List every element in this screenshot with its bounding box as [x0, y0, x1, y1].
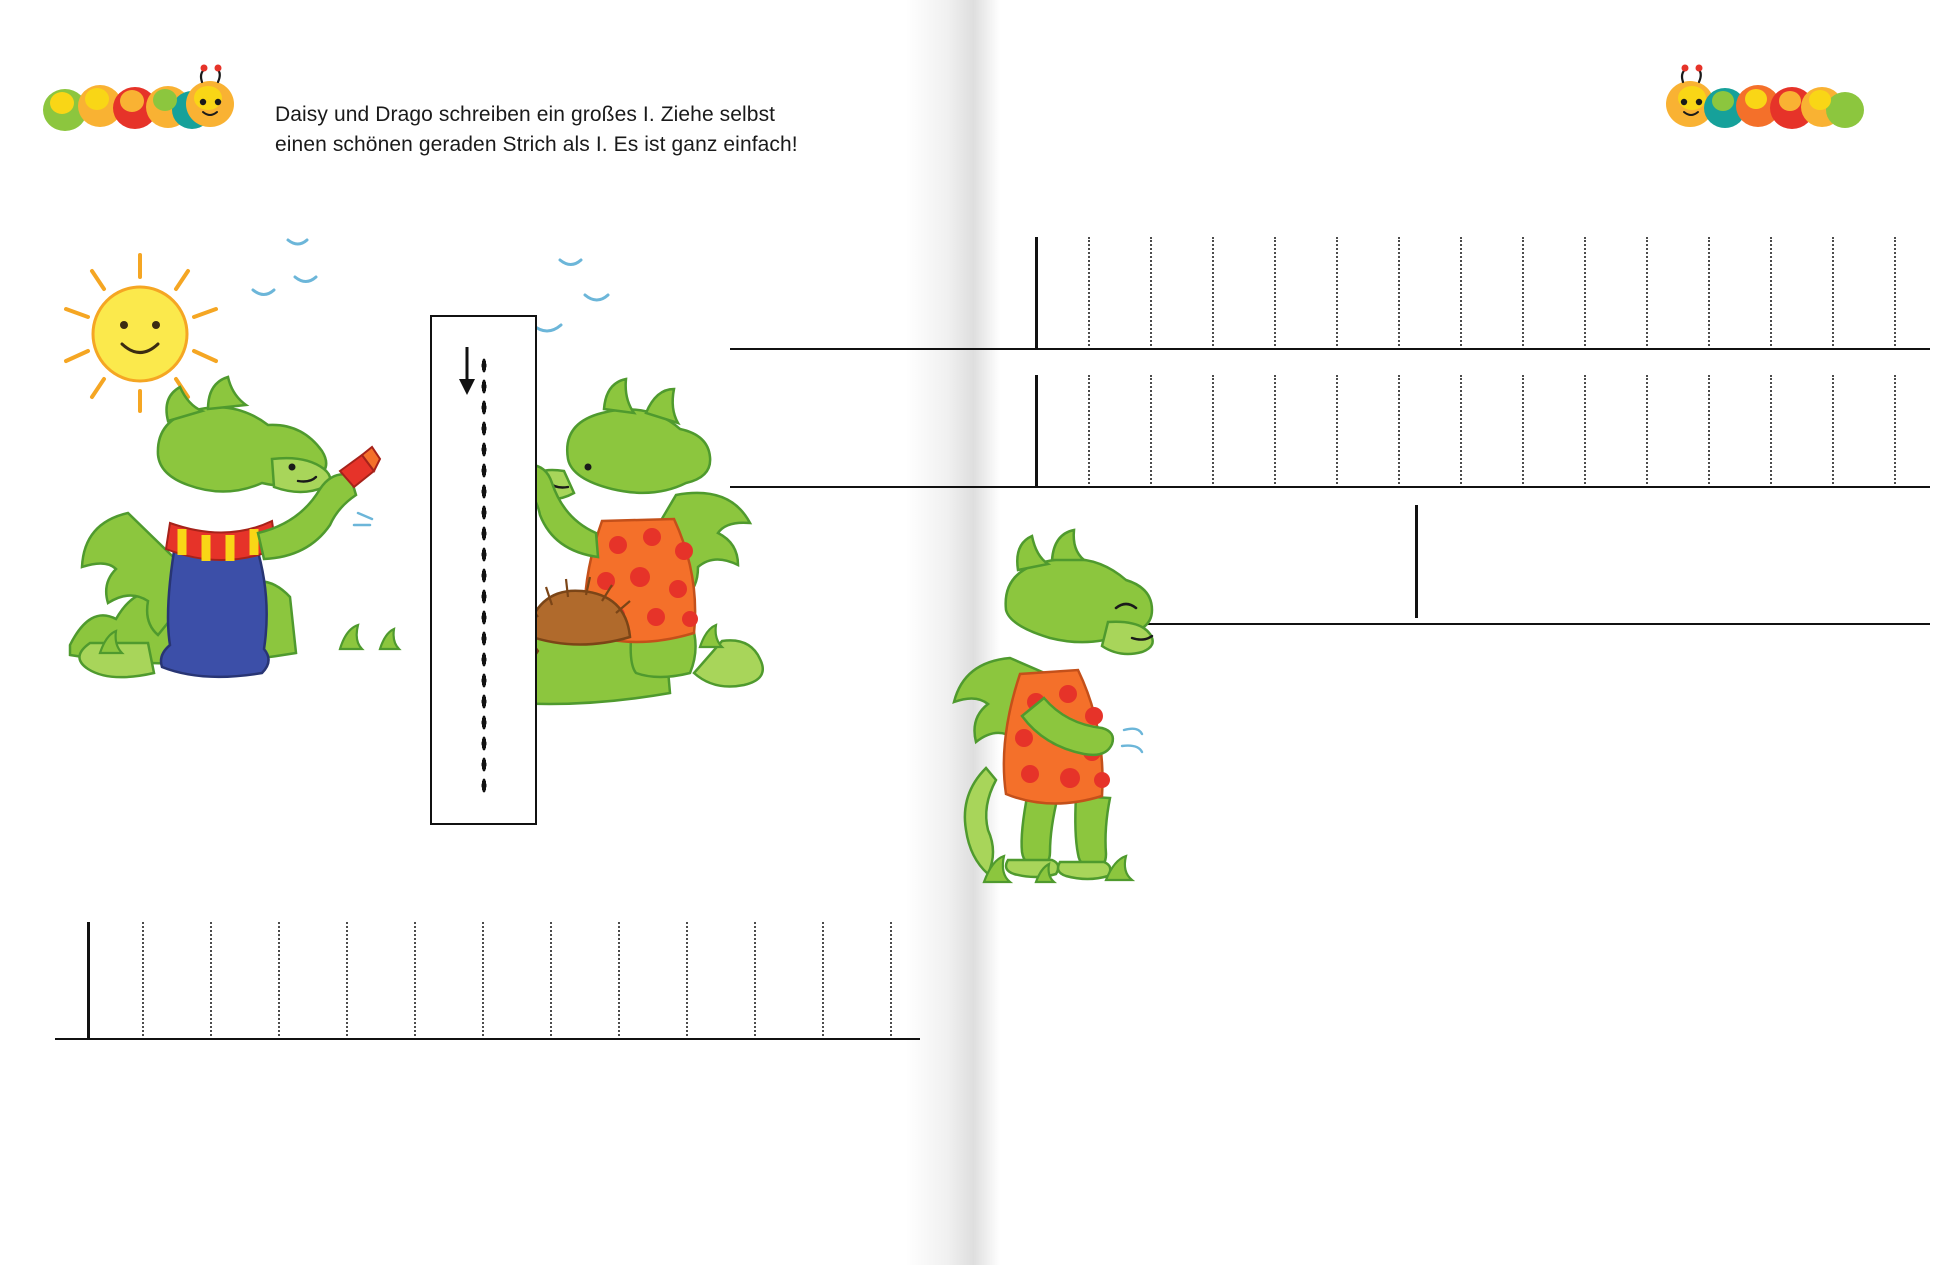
right-page [975, 0, 1946, 1265]
baseline [55, 1038, 920, 1040]
caterpillar-left-icon [40, 62, 220, 137]
instruction-line-2: einen schönen geraden Strich als I. Es ist ganz einfach! [275, 132, 798, 156]
arrow-down-icon [454, 345, 480, 397]
practice-line-right-1[interactable] [860, 230, 1930, 350]
start-bar [87, 922, 90, 1040]
baseline [730, 348, 1930, 350]
letter-dotted-guide [480, 355, 487, 793]
start-bar [1035, 237, 1038, 350]
practice-line-left-1[interactable] [55, 905, 920, 1040]
baseline [730, 486, 1930, 488]
start-bar [1035, 375, 1038, 488]
dragon-daisy-standing [900, 530, 1320, 930]
example-stroke [1415, 505, 1418, 618]
letter-tracing-box[interactable] [430, 315, 537, 825]
instruction-text [275, 100, 875, 160]
caterpillar-right-icon [1670, 62, 1860, 137]
instruction-line-1: Daisy und Drago schreiben ein großes I. Ziehe selbst [275, 103, 776, 126]
practice-line-right-2[interactable] [860, 368, 1930, 488]
sun-icon [66, 255, 216, 411]
